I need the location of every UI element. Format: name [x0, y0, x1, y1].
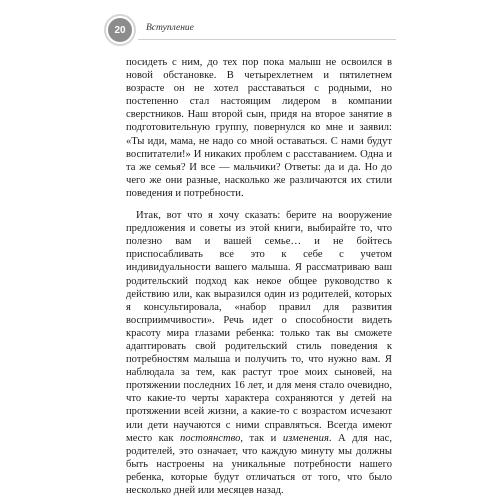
paragraph: посидеть с ним, до тех пор пока малыш не освоился в новой обстановке. В четырехлетнем и пятилетнем возрасте он не хотел расставаться с родными, но постепенно стал настоящим лидером в компании сверстников. Наш второй сын, придя на второе занятие в подготовительную группу, повернулся ко мне и заявил: «Ты иди, мама, не надо со мной оставаться. С нами будут воспитатели!» И никаких проблем с расставанием. Одна и та же семья? И все — мальчики? Ответы: да и да. Но до чего же они разные, насколько же различаются их стили поведения и потребности. — [126, 57, 392, 199]
page-number-badge — [104, 14, 136, 46]
emphasis-constancy: постоянство — [180, 432, 241, 444]
page-body — [126, 56, 392, 497]
paragraph-text: Итак, вот что я хочу сказать: берите на вооружение предложения и советы из этой книги, выбирайте то, что полезно вам и вашей семье… и не бойтесь приспосабливать все это к себе с учетом индивидуальности вашего малыша. Я рассматриваю ваш родительский подход как некое общее руководство к действию или, как выразился один из родителей, которых я консультировала, «набор правил для развития восприимчивости». Речь идет о способности видеть красоту мира глазами ребенка: только так вы сможете адаптировать свой родительский стиль поведения к потребностям малыша и получить то, что нужно вам. Я наблюдала за тем, как растут трое моих сыновей, на протяжении последних 16 лет, и для меня стало очевидно, что какие-то черты характера сохраняются у детей на протяжении всей жизни, а какие-то с возрастом исчезают или дети научаются с ними справляться. Всегда имеют место как — [126, 210, 392, 444]
running-title: Вступление — [146, 23, 194, 33]
header-divider — [138, 39, 396, 40]
emphasis-changes: изменения — [282, 432, 329, 444]
paragraph — [126, 209, 392, 497]
paragraph-text: , так и — [240, 432, 277, 444]
paragraph-text: . А для нас, родителей, это означает, что каждую минуту мы должны быть настроены на уникальные потребности нашего ребенка, которые будут отличаться от того, что было несколько дней или месяцев назад. — [126, 432, 392, 496]
page-number: 20 — [108, 18, 132, 42]
